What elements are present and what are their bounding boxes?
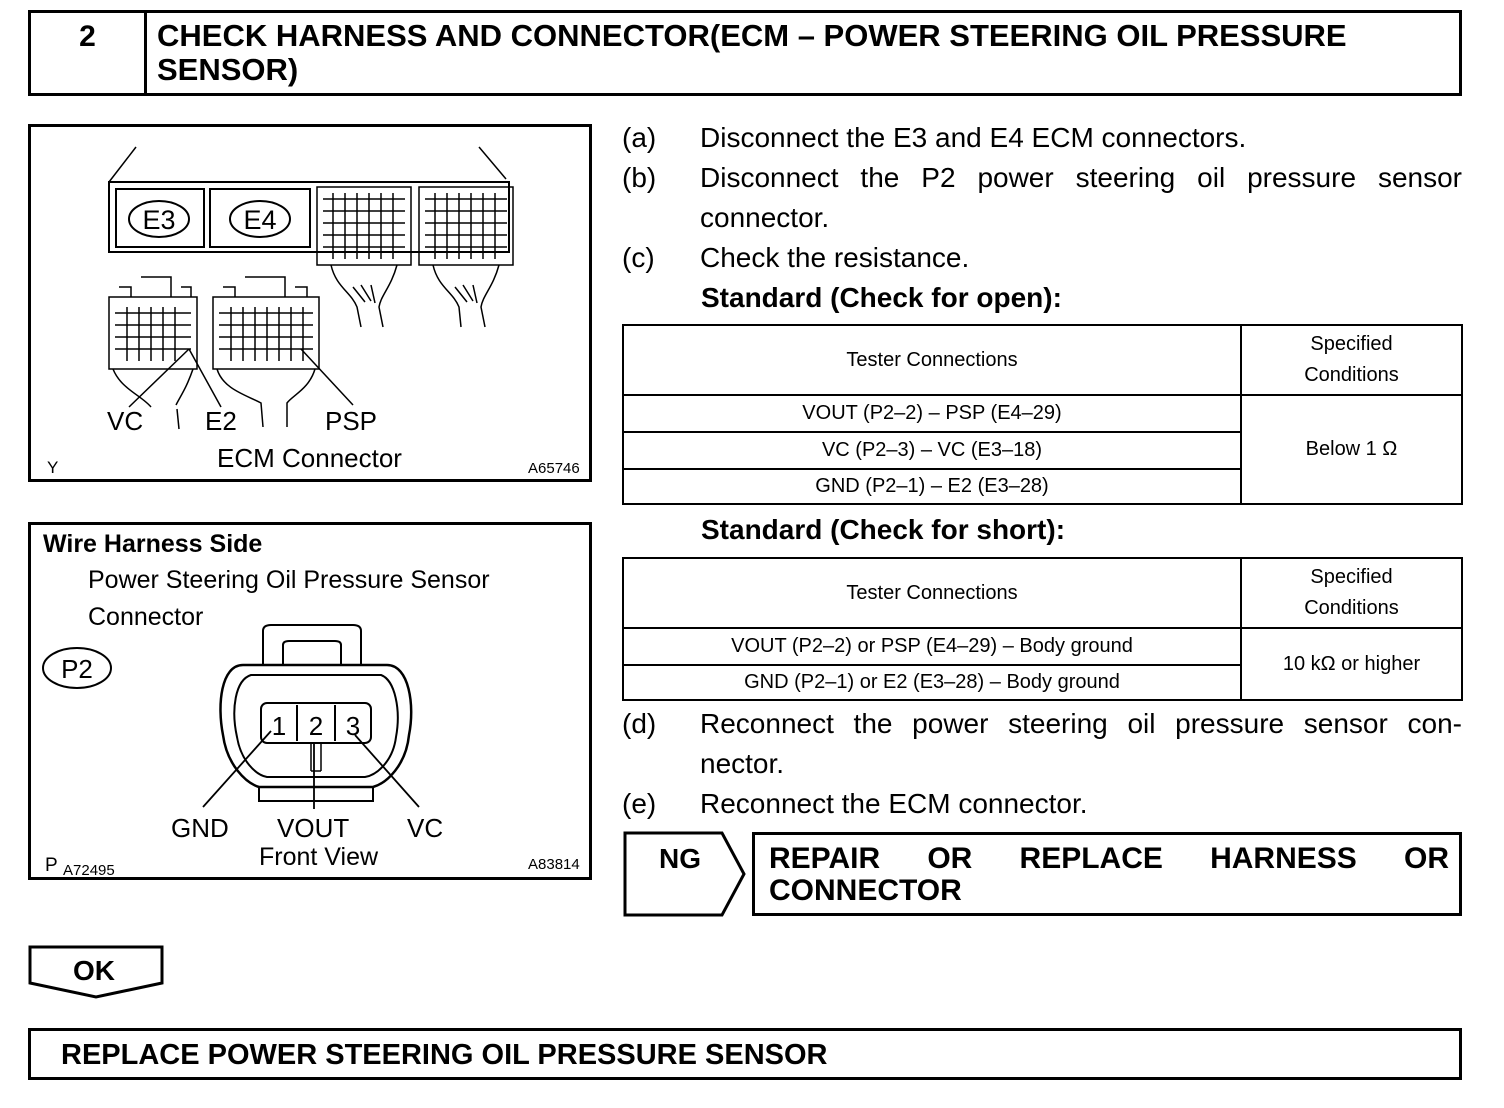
ng-action-box [752,832,1462,916]
step-title: CHECK HARNESS AND CONNECTOR(ECM – POWER STEERING OIL PRESSURE SENSOR) [157,18,1347,87]
short-row-1: VOUT (P2–2) or PSP (E4–29) – Body ground [623,628,1241,665]
sensor-connector-diagram [31,525,589,877]
step-e-label: (e) [622,788,657,819]
sensor-connector-figure [28,522,592,880]
ng-action-line1 [769,843,1449,875]
ng-word: OR [927,842,973,875]
pin-1: 1 [271,711,287,741]
open-check-table [622,324,1463,505]
psp-pin-label: PSP [325,406,378,436]
short-col-spec-line2: Conditions [1304,597,1399,619]
pin-2: 2 [308,711,324,741]
ng-word: OR [1404,842,1449,875]
short-col-tester: Tester Connections [623,558,1241,628]
sensor-connector-title-2: Connector [88,603,204,631]
step-d-text: Reconnect the power steering oil pressure sensor con-nector. [700,708,1462,779]
open-row-3: GND (P2–1) – E2 (E3–28) [623,469,1241,504]
e2-pin-label: E2 [205,406,237,436]
ng-word: REPLACE [1019,842,1163,875]
short-row-2: GND (P2–1) or E2 (E3–28) – Body ground [623,665,1241,700]
short-condition: 10 kΩ or higher [1241,628,1462,700]
ecm-connector-diagram [31,127,589,479]
step-header [28,10,1462,96]
open-col-spec [1241,325,1462,395]
final-action-text: REPLACE POWER STEERING OIL PRESSURE SENSOR [61,1039,828,1071]
vc-pin-label: VC [407,813,444,843]
e3-label: E3 [142,205,176,235]
step-e-text: Reconnect the ECM connector. [700,788,1088,819]
ng-action-text [769,843,1449,907]
e4-label: E4 [243,205,277,235]
figure2-code: A83814 [528,856,580,873]
open-col-tester: Tester Connections [623,325,1241,395]
step-c-label: (c) [622,242,655,273]
wire-harness-side-heading: Wire Harness Side [43,530,263,558]
final-action-box [28,1028,1462,1080]
front-view-caption: Front View [259,843,379,871]
open-col-spec-line2: Conditions [1304,364,1399,386]
short-col-spec [1241,558,1462,628]
short-check-title: Standard (Check for short): [701,514,1066,545]
ng-label: NG [659,843,701,874]
vc-pin-label: VC [107,406,144,436]
vout-pin-label: VOUT [277,813,350,843]
ecm-connector-caption: ECM Connector [217,443,402,473]
open-col-spec-line1: Specified [1310,333,1393,355]
ecm-connector-figure [28,124,592,482]
short-col-spec-line1: Specified [1310,566,1393,588]
ng-word: REPAIR [769,842,881,875]
step-b-label: (b) [622,162,657,193]
open-condition: Below 1 Ω [1241,395,1462,504]
step-number: 2 [31,13,147,93]
figure1-code: A65746 [528,460,580,477]
open-check-title: Standard (Check for open): [701,282,1062,313]
step-d-label: (d) [622,708,657,739]
step-c-text: Check the resistance. [700,242,970,273]
ok-arrow [28,945,166,1001]
open-row-2: VC (P2–3) – VC (E3–18) [623,432,1241,469]
open-row-1: VOUT (P2–2) – PSP (E4–29) [623,395,1241,432]
pin-3: 3 [345,711,361,741]
ng-action-line2: CONNECTOR [769,874,962,907]
figure2-corner-letter: P [45,855,58,876]
step-a-text: Disconnect the E3 and E4 ECM connectors. [700,122,1247,153]
figure1-corner-letter: Y [47,458,59,477]
gnd-pin-label: GND [171,813,229,843]
short-check-table [622,557,1463,701]
p2-connector-id: P2 [61,654,93,684]
figure2-corner-code: A72495 [63,862,115,877]
step-b-text: Disconnect the P2 power steering oil pressure sensor connector. [700,162,1462,233]
ok-label: OK [73,955,115,986]
step-a-label: (a) [622,122,657,153]
ng-word: HARNESS [1210,842,1357,875]
sensor-connector-title-1: Power Steering Oil Pressure Sensor [88,566,490,594]
ng-arrow [622,830,750,918]
